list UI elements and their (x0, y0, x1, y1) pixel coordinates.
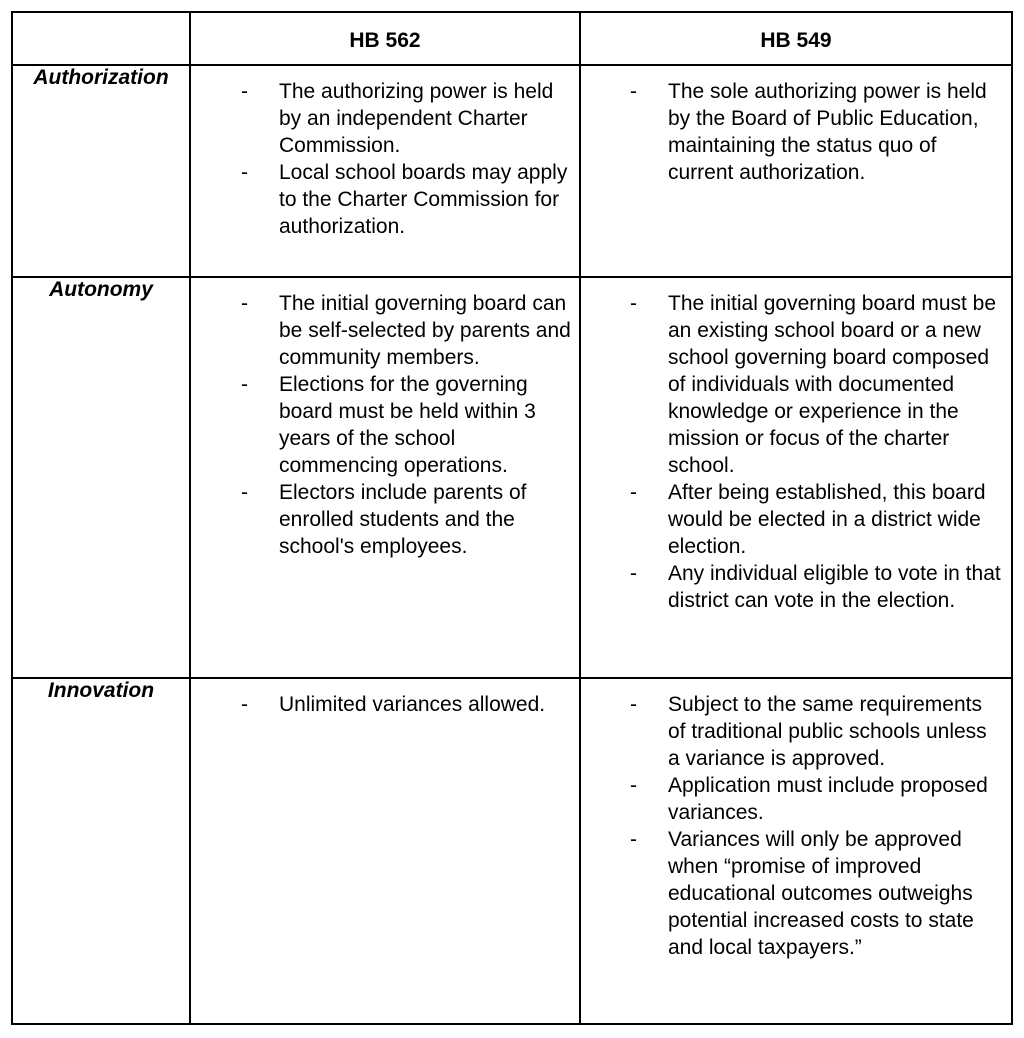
bullet-list (191, 278, 579, 560)
dash-bullet: - (241, 693, 248, 716)
cell-hb562 (190, 65, 580, 277)
list-item-text: Variances will only be approved when “promise of improved educational outcomes outweighs potential increased costs to state and local taxpayers.” (668, 828, 974, 959)
cell-hb562 (190, 678, 580, 1024)
dash-bullet: - (630, 481, 637, 504)
dash-bullet: - (241, 161, 248, 184)
header-cell-hb562: HB 562 (190, 12, 580, 65)
cell-hb549 (580, 678, 1012, 1024)
bullet-list (581, 66, 1011, 186)
dash-bullet: - (241, 481, 248, 504)
dash-bullet: - (630, 693, 637, 716)
cell-hb549 (580, 65, 1012, 277)
table-row-innovation (12, 678, 1012, 1024)
list-item-text: After being established, this board would be elected in a district wide election. (668, 481, 986, 558)
list-item (581, 772, 1003, 826)
dash-bullet: - (630, 80, 637, 103)
list-item-text: The initial governing board must be an existing school board or a new school governing board composed of individuals with documented knowledge or experience in the mission or focus of the charter school. (668, 292, 997, 477)
list-item-text: The authorizing power is held by an independent Charter Commission. (279, 80, 554, 157)
dash-bullet: - (241, 292, 248, 315)
row-label: Autonomy (12, 277, 190, 678)
list-item (191, 290, 571, 371)
row-label: Innovation (12, 678, 190, 1024)
list-item-text: Subject to the same requirements of traditional public schools unless a variance is approved. (668, 693, 987, 770)
dash-bullet: - (630, 292, 637, 315)
list-item (581, 560, 1003, 614)
bullet-list (191, 66, 579, 240)
list-item (191, 159, 571, 240)
table-row-authorization (12, 65, 1012, 277)
comparison-table (11, 11, 1013, 1025)
dash-bullet: - (630, 562, 637, 585)
list-item-text: Elections for the governing board must be held within 3 years of the school commencing operations. (279, 373, 536, 477)
header-cell-empty (12, 12, 190, 65)
list-item (581, 826, 1003, 961)
list-item (191, 479, 571, 560)
list-item-text: Local school boards may apply to the Charter Commission for authorization. (279, 161, 568, 238)
list-item (191, 691, 571, 718)
dash-bullet: - (241, 80, 248, 103)
cell-hb562 (190, 277, 580, 678)
table-row-autonomy (12, 277, 1012, 678)
list-item-text: The sole authorizing power is held by the Board of Public Education, maintaining the status quo of current authorization. (668, 80, 987, 184)
list-item (191, 78, 571, 159)
header-row (12, 12, 1012, 65)
list-item-text: Application must include proposed variances. (668, 774, 988, 824)
header-cell-hb549: HB 549 (580, 12, 1012, 65)
list-item-text: The initial governing board can be self-selected by parents and community members. (279, 292, 571, 369)
list-item (581, 691, 1003, 772)
dash-bullet: - (630, 774, 637, 797)
list-item (581, 290, 1003, 479)
dash-bullet: - (241, 373, 248, 396)
bullet-list (581, 679, 1011, 961)
list-item (581, 78, 1003, 186)
bullet-list (581, 278, 1011, 614)
row-label: Authorization (12, 65, 190, 277)
list-item-text: Electors include parents of enrolled students and the school's employees. (279, 481, 527, 558)
list-item-text: Unlimited variances allowed. (279, 693, 546, 716)
cell-hb549 (580, 277, 1012, 678)
dash-bullet: - (630, 828, 637, 851)
list-item (581, 479, 1003, 560)
list-item-text: Any individual eligible to vote in that district can vote in the election. (668, 562, 1001, 612)
bullet-list (191, 679, 579, 718)
list-item (191, 371, 571, 479)
